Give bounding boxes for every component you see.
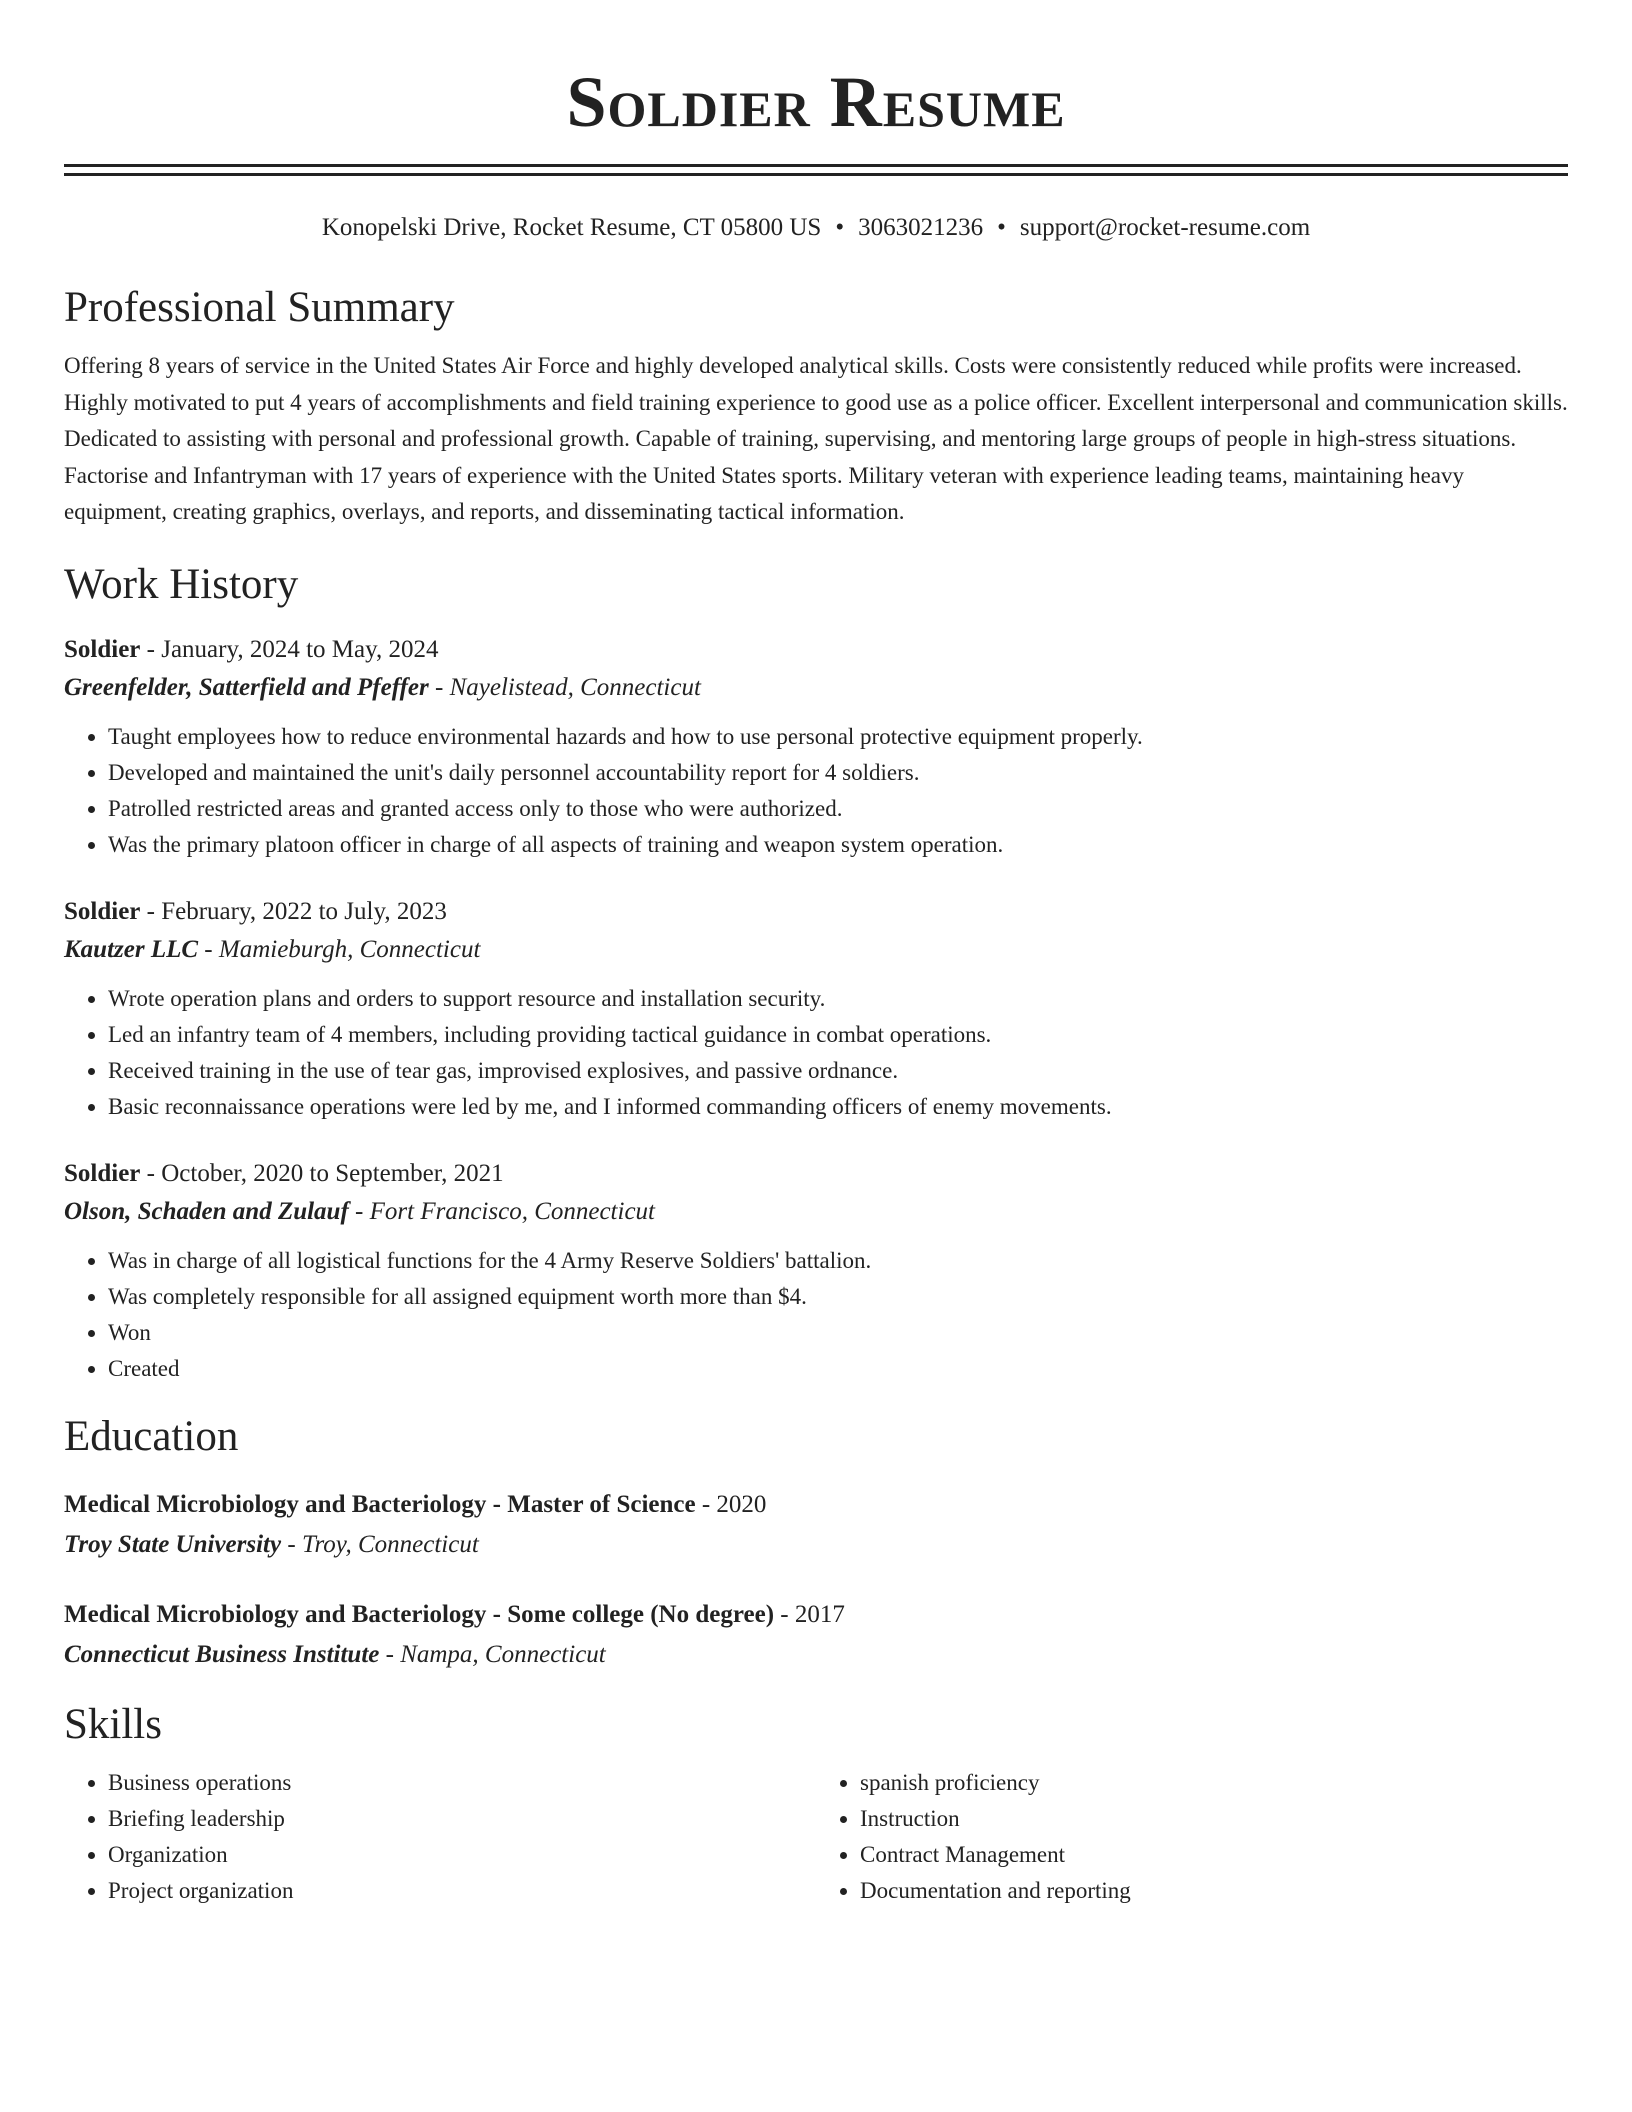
dash: - (281, 1530, 302, 1558)
dash: - (379, 1640, 401, 1668)
education-location: Troy, Connecticut (301, 1530, 479, 1558)
education-location: Nampa, Connecticut (400, 1640, 606, 1668)
job-bullets (64, 981, 1568, 1125)
education-degree-line (64, 1595, 1568, 1635)
job-location: Nayelistead, Connecticut (449, 673, 701, 701)
skills-column-right (816, 1765, 1568, 1909)
dash: - (140, 897, 162, 925)
dash: - (348, 1197, 370, 1225)
education-year: 2020 (716, 1490, 767, 1518)
summary-text: Offering 8 years of service in the United States Air Force and highly developed analytical skills. Costs were consistently reduced while profits were increased. Highly motivated to put 4 years of accomplishments and field training experience to good use as a police officer. Excellent interpersonal and communication skills. Dedicated to assisting with personal and professional growth. Capable of training, supervising, and mentoring large groups of people in high-stress situations. Factorise and Infantryman with 17 years of experience with the United States sports. Military veteran with experience leading teams, maintaining heavy equipment, creating graphics, overlays, and reports, and disseminating tactical information. (64, 353, 1568, 524)
education-entry (64, 1485, 1568, 1565)
education-degree-line (64, 1485, 1568, 1525)
contact-separator: • (835, 214, 845, 241)
contact-address: Konopelski Drive, Rocket Resume, CT 05800 US (321, 214, 822, 241)
job-company: Kautzer LLC (64, 935, 199, 963)
header-divider-top (64, 164, 1568, 167)
job-bullet: • Was in charge of all logistical functions for the 4 Army Reserve Soldiers' battalion. (108, 1243, 1568, 1279)
education-school-line (64, 1525, 1568, 1565)
job-company: Greenfelder, Satterfield and Pfeffer (64, 673, 429, 701)
section-title-skills: Skills (64, 1700, 162, 1748)
skill-item: • Documentation and reporting (860, 1873, 1568, 1909)
job-title-line (64, 1155, 1568, 1193)
skill-item: • Organization (108, 1837, 816, 1873)
job-bullet: • Taught employees how to reduce environmental hazards and how to use personal protective equipment properly. (108, 719, 1568, 755)
job-title-line (64, 631, 1568, 669)
contact-line (64, 210, 1568, 246)
education-school: Connecticut Business Institute (64, 1640, 380, 1668)
job-bullet: • Received training in the use of tear gas, improvised explosives, and passive ordnance. (108, 1053, 1568, 1089)
job-dates: October, 2020 to September, 2021 (161, 1159, 504, 1187)
job-bullet: • Basic reconnaissance operations were led by me, and I informed commanding officers of enemy movements. (108, 1089, 1568, 1125)
education-degree: Medical Microbiology and Bacteriology - Master of Science (64, 1490, 696, 1518)
education-school-line (64, 1635, 1568, 1675)
job-bullet: • Was the primary platoon officer in charge of all aspects of training and weapon system operation. (108, 827, 1568, 863)
job-entry (64, 1155, 1568, 1387)
job-bullet: • Patrolled restricted areas and granted access only to those who were authorized. (108, 791, 1568, 827)
section-title-education: Education (64, 1412, 239, 1460)
contact-separator: • (997, 214, 1006, 241)
education-school: Troy State University (64, 1530, 282, 1558)
skill-item: • spanish proficiency (860, 1765, 1568, 1801)
header-divider-bottom (64, 173, 1568, 176)
dash: - (140, 635, 162, 663)
job-company-line (64, 1193, 1568, 1231)
dash: - (695, 1490, 717, 1518)
skill-item: • Briefing leadership (108, 1801, 816, 1837)
section-title-work-history: Work History (64, 560, 299, 608)
education-year: 2017 (794, 1600, 845, 1628)
job-title-line (64, 893, 1568, 931)
skills-column-left (64, 1765, 816, 1909)
contact-phone: 3063021236 (858, 214, 984, 241)
skill-item: • Project organization (108, 1873, 816, 1909)
job-dates: January, 2024 to May, 2024 (161, 635, 439, 663)
education-entry (64, 1595, 1568, 1675)
contact-email: support@rocket-resume.com (1019, 214, 1311, 241)
job-bullet: • Won (108, 1315, 1568, 1351)
job-location: Fort Francisco, Connecticut (369, 1197, 655, 1225)
job-bullet: • Wrote operation plans and orders to support resource and installation security. (108, 981, 1568, 1017)
job-entry (64, 893, 1568, 1125)
job-role: Soldier (64, 1159, 141, 1187)
skills-list (64, 1765, 1568, 1909)
job-company-line (64, 931, 1568, 969)
job-bullets (64, 719, 1568, 863)
dash: - (774, 1600, 795, 1628)
job-bullet: • Developed and maintained the unit's daily personnel accountability report for 4 soldiers. (108, 755, 1568, 791)
job-dates: February, 2022 to July, 2023 (161, 897, 447, 925)
job-bullet: • Led an infantry team of 4 members, including providing tactical guidance in combat operations. (108, 1017, 1568, 1053)
job-role: Soldier (64, 635, 141, 663)
skill-item: • Contract Management (860, 1837, 1568, 1873)
dash: - (428, 673, 450, 701)
job-company: Olson, Schaden and Zulauf (64, 1197, 349, 1225)
job-role: Soldier (64, 897, 141, 925)
dash: - (140, 1159, 162, 1187)
job-bullets (64, 1243, 1568, 1387)
skill-item: • Business operations (108, 1765, 816, 1801)
job-bullet: • Created (108, 1351, 1568, 1387)
job-location: Mamieburgh, Connecticut (218, 935, 481, 963)
section-title-summary: Professional Summary (64, 284, 455, 331)
resume-name: Soldier Resume (566, 62, 1066, 142)
job-bullet: • Was completely responsible for all assigned equipment worth more than $4. (108, 1279, 1568, 1315)
job-entry (64, 631, 1568, 863)
skill-item: • Instruction (860, 1801, 1568, 1837)
job-company-line (64, 669, 1568, 707)
dash: - (198, 935, 219, 963)
education-degree: Medical Microbiology and Bacteriology - Some college (No degree) (64, 1600, 775, 1628)
